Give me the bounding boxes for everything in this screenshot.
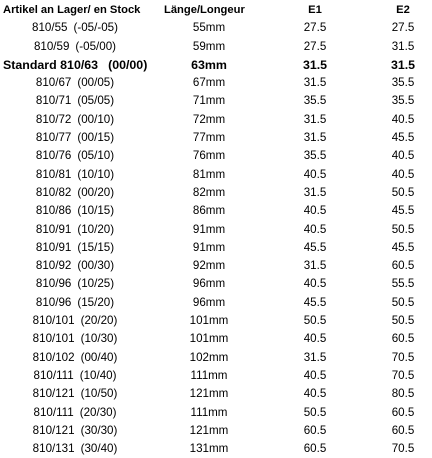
e1-cell: 40.5 [303, 368, 327, 382]
article-code: (05/10) [77, 149, 115, 163]
article-number: 810/86 [35, 204, 72, 218]
article-number: 810/59 [33, 39, 70, 53]
e1-cell: 40.5 [303, 204, 327, 218]
table-row [0, 404, 432, 422]
length-cell: 101mm [189, 332, 229, 346]
article-cell [0, 385, 150, 403]
article-number: 810/101 [32, 314, 75, 328]
e1-cell: 50.5 [303, 314, 327, 328]
article-code: (20/20) [80, 314, 118, 328]
e1-cell: 40.5 [303, 222, 327, 236]
article-cell [0, 330, 150, 348]
e2-cell: 80.5 [391, 387, 415, 401]
article-cell [0, 221, 150, 239]
length-cell: 96mm [192, 277, 226, 291]
article-number: 810/63 [60, 57, 99, 72]
article-code: (30/30) [80, 423, 118, 437]
article-number: 810/121 [32, 423, 75, 437]
article-prefix: Standard [3, 57, 57, 72]
table-row [0, 349, 432, 367]
article-cell [0, 111, 150, 129]
table-row [0, 111, 432, 129]
e1-cell: 31.5 [303, 76, 327, 90]
e1-cell: 27.5 [303, 21, 327, 35]
article-cell [0, 349, 150, 367]
article-number: 810/91 [35, 240, 72, 254]
article-number: 810/102 [32, 350, 75, 364]
length-cell: 131mm [189, 442, 229, 456]
e2-cell: 27.5 [391, 21, 415, 35]
header-article: Artikel an Lager/ en Stock [3, 4, 141, 16]
e2-cell: 70.5 [391, 442, 415, 456]
e2-cell: 60.5 [391, 423, 415, 437]
length-cell: 101mm [189, 314, 229, 328]
article-number: 810/76 [35, 149, 72, 163]
e2-cell: 55.5 [391, 277, 415, 291]
table-row [0, 38, 432, 56]
e1-cell: 40.5 [303, 277, 327, 291]
e2-cell: 35.5 [391, 94, 415, 108]
article-cell [0, 202, 150, 220]
header-e1: E1 [308, 4, 322, 16]
e1-cell: 31.5 [303, 131, 327, 145]
e2-cell: 31.5 [390, 57, 416, 72]
length-cell: 102mm [189, 350, 229, 364]
article-number: 810/67 [35, 76, 72, 90]
length-cell: 91mm [192, 240, 226, 254]
length-cell: 67mm [192, 76, 226, 90]
e1-cell: 27.5 [303, 39, 327, 53]
article-number: 810/82 [35, 185, 72, 199]
article-cell [0, 404, 150, 422]
e1-cell: 45.5 [303, 295, 327, 309]
length-cell: 111mm [190, 368, 228, 382]
article-cell [0, 38, 150, 56]
article-code: (00/00) [108, 57, 148, 72]
e2-cell: 40.5 [391, 149, 415, 163]
article-number: 810/72 [35, 112, 72, 126]
article-cell [0, 129, 150, 147]
e1-cell: 50.5 [303, 405, 327, 419]
article-cell [0, 74, 150, 92]
e1-cell: 35.5 [303, 94, 327, 108]
e2-cell: 40.5 [391, 112, 415, 126]
article-code: (00/20) [77, 185, 115, 199]
e1-cell: 31.5 [302, 57, 328, 72]
article-number: 810/91 [35, 222, 72, 236]
e2-cell: 45.5 [391, 204, 415, 218]
table-row [0, 239, 432, 257]
article-cell [0, 147, 150, 165]
article-cell [0, 19, 150, 37]
length-cell: 92mm [192, 259, 226, 273]
article-cell [0, 184, 150, 202]
article-code: (15/20) [77, 295, 115, 309]
table-body [0, 19, 432, 458]
article-number: 810/111 [33, 405, 74, 419]
e2-cell: 50.5 [391, 295, 415, 309]
table-row [0, 367, 432, 385]
length-cell: 71mm [192, 94, 226, 108]
table-row [0, 312, 432, 330]
length-cell: 81mm [192, 167, 226, 181]
article-cell [0, 367, 150, 385]
article-code: (-05/00) [75, 39, 117, 53]
table-row [0, 184, 432, 202]
article-cell [0, 294, 150, 312]
article-code: (10/30) [80, 332, 118, 346]
e2-cell: 60.5 [391, 405, 415, 419]
table-row [0, 275, 432, 293]
table-row [0, 221, 432, 239]
article-number: 810/81 [35, 167, 72, 181]
article-number: 810/96 [35, 295, 72, 309]
article-cell [0, 275, 150, 293]
e1-cell: 40.5 [303, 387, 327, 401]
article-code: (10/50) [80, 387, 118, 401]
table-row [0, 385, 432, 403]
length-cell: 72mm [192, 112, 226, 126]
article-number: 810/121 [32, 387, 75, 401]
article-number: 810/111 [33, 368, 74, 382]
article-code: (00/40) [80, 350, 118, 364]
article-number: 810/131 [32, 442, 75, 456]
article-cell [0, 92, 150, 110]
table-row [0, 147, 432, 165]
article-cell [0, 312, 150, 330]
article-code: (00/30) [77, 259, 115, 273]
e2-cell: 40.5 [391, 167, 415, 181]
article-code: (00/15) [77, 131, 115, 145]
e2-cell: 60.5 [391, 259, 415, 273]
table-row [0, 202, 432, 220]
e2-cell: 45.5 [391, 240, 415, 254]
e1-cell: 60.5 [303, 423, 327, 437]
e2-cell: 50.5 [391, 222, 415, 236]
e1-cell: 45.5 [303, 240, 327, 254]
e1-cell: 31.5 [303, 112, 327, 126]
table-row [0, 166, 432, 184]
article-code: (10/15) [77, 204, 115, 218]
article-code: (10/20) [77, 222, 115, 236]
length-cell: 55mm [192, 21, 226, 35]
length-cell: 76mm [192, 149, 226, 163]
e1-cell: 31.5 [303, 350, 327, 364]
length-cell: 82mm [192, 185, 226, 199]
e1-cell: 40.5 [303, 167, 327, 181]
article-number: 810/96 [35, 277, 72, 291]
header-e2: E2 [396, 4, 410, 16]
article-code: (05/05) [77, 94, 115, 108]
article-number: 810/101 [32, 332, 75, 346]
article-code: (-05/-05) [73, 21, 118, 35]
e1-cell: 31.5 [303, 185, 327, 199]
length-cell: 121mm [189, 423, 229, 437]
length-cell: 121mm [189, 387, 229, 401]
e2-cell: 45.5 [391, 131, 415, 145]
article-cell [0, 56, 150, 74]
header-length: Länge/Longeur [164, 4, 245, 16]
table-row [0, 294, 432, 312]
article-cell [0, 440, 150, 458]
article-code: (00/05) [77, 76, 115, 90]
e1-cell: 40.5 [303, 332, 327, 346]
e2-cell: 50.5 [391, 314, 415, 328]
e2-cell: 31.5 [391, 39, 415, 53]
e2-cell: 70.5 [391, 368, 415, 382]
article-number: 810/71 [35, 94, 72, 108]
table-row-standard [0, 56, 432, 74]
article-code: (15/15) [77, 240, 115, 254]
header-row [0, 1, 432, 19]
length-cell: 63mm [191, 57, 227, 72]
table-row [0, 74, 432, 92]
table-row [0, 330, 432, 348]
table-row [0, 19, 432, 37]
length-cell: 96mm [192, 295, 226, 309]
table-row [0, 440, 432, 458]
e2-cell: 50.5 [391, 185, 415, 199]
table-row [0, 422, 432, 440]
length-cell: 111mm [190, 405, 228, 419]
e2-cell: 70.5 [391, 350, 415, 364]
length-cell: 59mm [192, 39, 226, 53]
table-row [0, 92, 432, 110]
length-cell: 86mm [192, 204, 226, 218]
article-cell [0, 239, 150, 257]
e1-cell: 35.5 [303, 149, 327, 163]
e2-cell: 35.5 [391, 76, 415, 90]
article-code: (10/25) [77, 277, 115, 291]
e2-cell: 60.5 [391, 332, 415, 346]
article-code: (00/10) [77, 112, 115, 126]
article-cell [0, 166, 150, 184]
article-code: (10/40) [79, 368, 117, 382]
e1-cell: 60.5 [303, 442, 327, 456]
table-row [0, 257, 432, 275]
article-cell [0, 257, 150, 275]
article-code: (20/30) [79, 405, 117, 419]
article-number: 810/55 [32, 21, 68, 35]
e1-cell: 31.5 [303, 259, 327, 273]
length-cell: 91mm [192, 222, 226, 236]
article-table [0, 1, 432, 458]
table-row [0, 129, 432, 147]
article-code: (10/10) [77, 167, 115, 181]
length-cell: 77mm [192, 131, 226, 145]
article-cell [0, 422, 150, 440]
article-number: 810/77 [35, 131, 72, 145]
article-number: 810/92 [35, 259, 72, 273]
article-code: (30/40) [80, 442, 118, 456]
